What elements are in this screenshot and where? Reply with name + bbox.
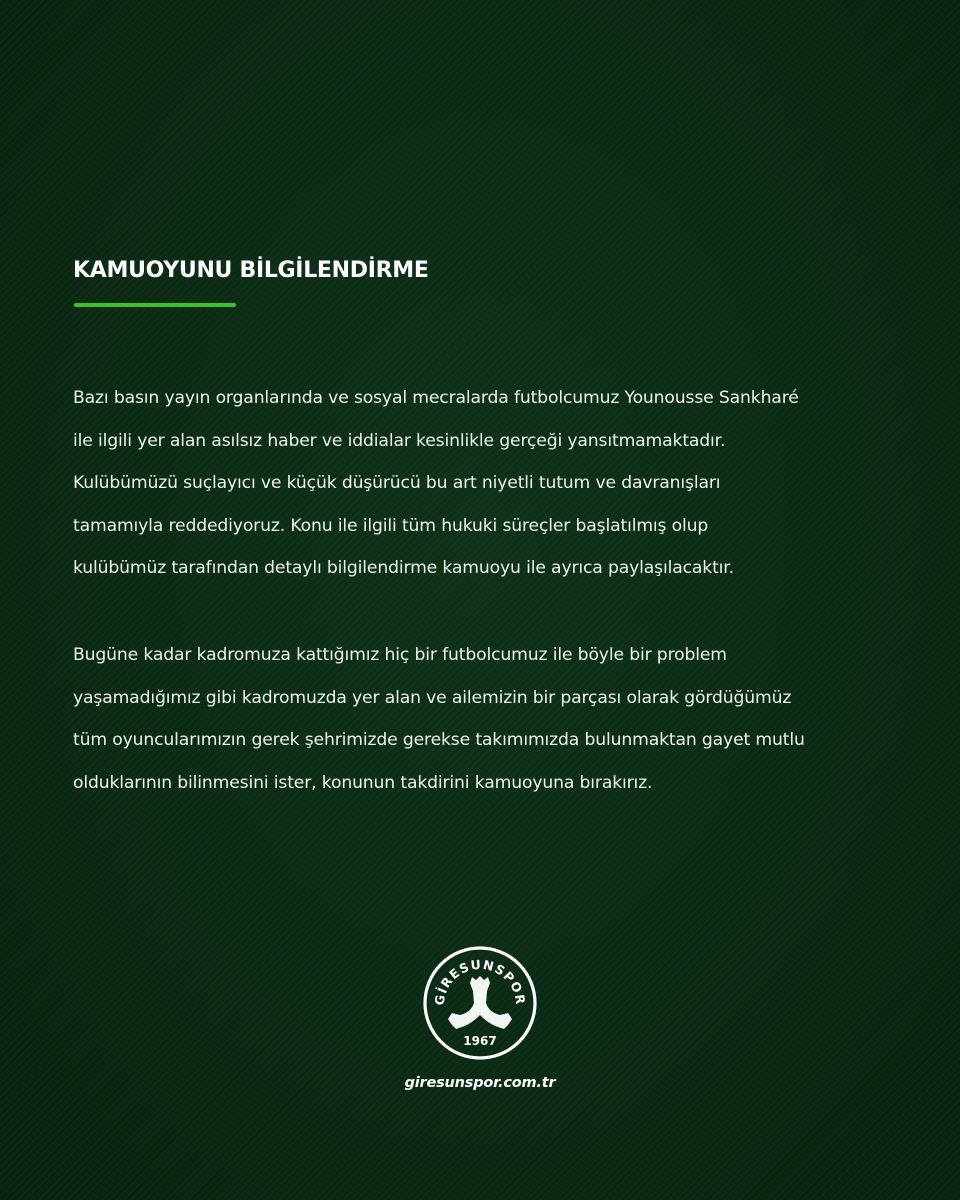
- paragraph-line: Bazı basın yayın organlarında ve sosyal mecralarda futbolcumuz Younousse Sankharé: [73, 388, 799, 408]
- title-accent-bar: [74, 303, 236, 307]
- paragraph-line: Kulübümüzü suçlayıcı ve küçük düşürücü bu art niyetli tutum ve davranışları: [73, 473, 721, 494]
- club-crest-icon: [422, 945, 538, 1061]
- paragraph-line: tüm oyuncularımızın gerek şehrimizde gerekse takımımızda bulunmaktan gayet mutlu: [73, 730, 805, 751]
- paragraph-line: tamamıyla reddediyoruz. Konu ile ilgili tüm hukuki süreçler başlatılmış olup: [73, 515, 709, 536]
- announcement-title: KAMUOYUNU BİLGİLENDİRME: [73, 258, 429, 283]
- paragraph-line: yaşamadığımız gibi kadromuzda yer alan ve ailemizin bir parçası olarak gördüğümüz: [73, 687, 792, 708]
- paragraph-line: ile ilgili yer alan asılsız haber ve iddialar kesinlikle gerçeği yansıtmamaktadır.: [73, 430, 726, 451]
- website-link[interactable]: giresunspor.com.tr: [404, 1075, 556, 1091]
- paragraph-1: [73, 377, 903, 590]
- crest-name: GİRESUNSPOR: [431, 956, 529, 1007]
- paragraph-2: [73, 634, 903, 804]
- paragraph-line: kulübümüz tarafından detaylı bilgilendirme kamuoyu ile ayrıca paylaşılacaktır.: [73, 558, 734, 579]
- paragraph-line: olduklarının bilinmesini ister, konunun takdirini kamuoyuna bırakırız.: [73, 772, 653, 793]
- crest-year: 1967: [463, 1034, 497, 1048]
- paragraph-line: Bugüne kadar kadromuza kattığımız hiç bir futbolcumuz ile böyle bir problem: [73, 645, 727, 665]
